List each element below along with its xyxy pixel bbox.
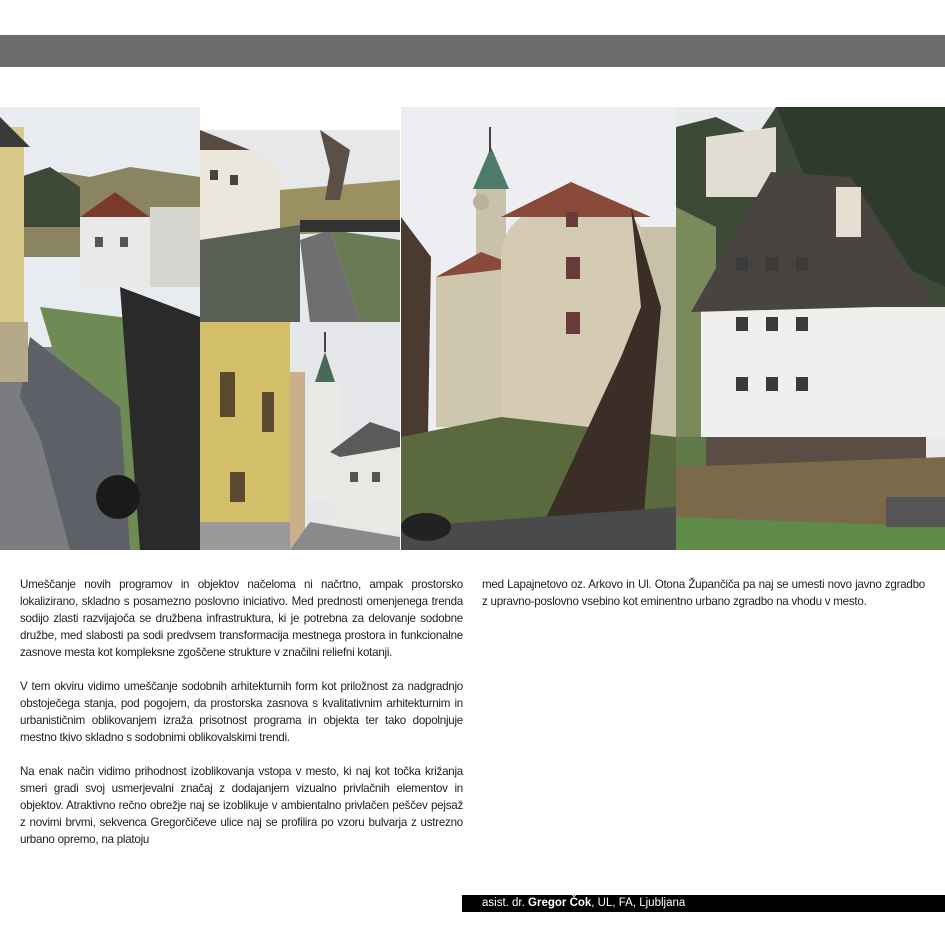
article-column-left bbox=[20, 576, 463, 865]
paragraph: Na enak način vidimo prihodnost izoblikovanja vstopa v mesto, ki naj kot točka križanja smeri gradi svoj usmerjevalni značaj z dodajanjem vizualno privlačnih elementov in objektov. Atraktivno rečno obrežje naj se izoblikuje v ambientalno privlačen peščev pejsaž z novimi brvmi, sekvenca Gregorčičeve ulice naj se profilira po vzoru bulvarja z ustrezno urbano opremo, na platoju bbox=[20, 765, 463, 846]
author-bar bbox=[462, 895, 945, 912]
photo-church-street bbox=[200, 322, 400, 550]
photo-white-house bbox=[676, 107, 945, 550]
author-name: Gregor Čok bbox=[528, 897, 592, 909]
paragraph: med Lapajnetovo oz. Arkovo in Ul. Otona Župančiča pa naj se umesti novo javno zgradbo z upravno-poslovno vsebino kot eminentno urbano zgradbo na vhodu v mesto. bbox=[482, 578, 925, 608]
paragraph: Umeščanje novih programov in objektov načeloma ni načrtno, ampak prostorsko lokalizirano, skladno s posamezno poslovno iniciativo. Med prednosti omenjenega trenda sodijo zlasti razvijajoča se družbena infrastruktura, ki je potrebna za delovanje sodobne družbe, med slabosti pa sodi predvsem transformacija mestnega prostora in funkcionalne zasnove mesta kot kompleksne zgoščene strukture v značilni reliefni kotanji. bbox=[20, 578, 463, 659]
photo-street-railing bbox=[0, 107, 200, 550]
photo-castle bbox=[401, 107, 676, 550]
author-prefix: asist. dr. bbox=[482, 897, 525, 909]
article-column-right bbox=[482, 576, 925, 627]
photo-river-wall bbox=[200, 130, 400, 322]
paragraph: V tem okviru vidimo umeščanje sodobnih arhitekturnih form kot priložnost za nadgradnjo obstoječega stanja, pod pogojem, da prostorska zasnova s kvalitativnim arhitekturnim in urbanističnim oblikovanjem izraža prisotnost programa in objekta ter tako dopolnjuje mestno tkivo skladno s sodobnimi oblikovalskimi trendi. bbox=[20, 680, 463, 744]
header-band bbox=[0, 35, 945, 67]
author-affiliation: , UL, FA, Ljubljana bbox=[591, 897, 686, 909]
